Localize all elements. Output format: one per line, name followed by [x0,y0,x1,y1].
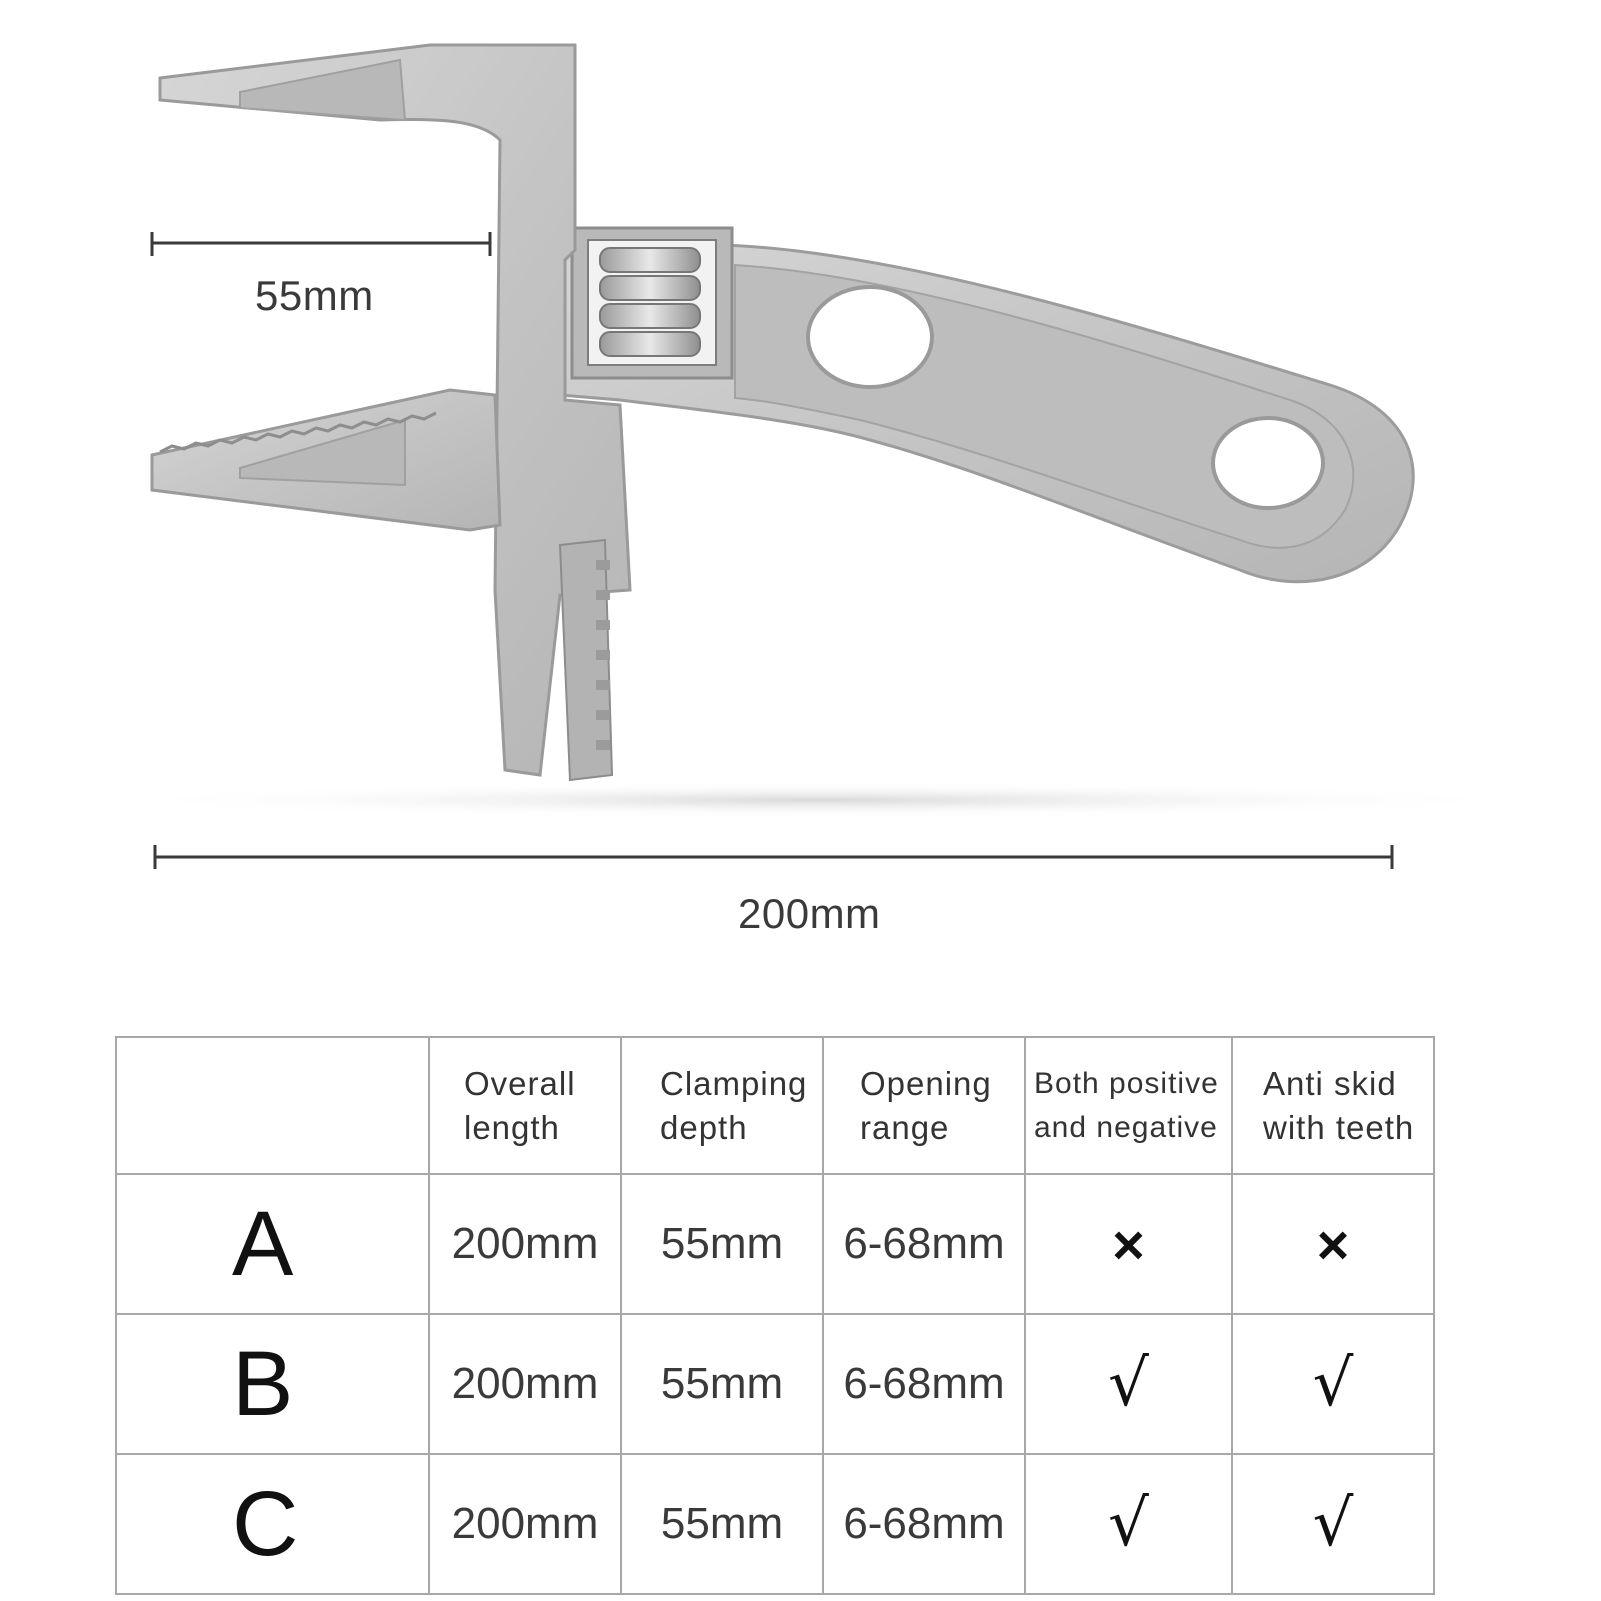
header-overall-length: Overall length [429,1037,621,1174]
row-label: B [116,1314,429,1454]
cell-overall-length: 200mm [429,1314,621,1454]
row-label: A [116,1174,429,1314]
cell-clamping-depth: 55mm [621,1454,823,1594]
header-opening-range: Opening range [823,1037,1025,1174]
header-both-positive-negative: Both positive and negative [1025,1037,1232,1174]
spec-table [115,1036,1435,1595]
table-row [116,1174,1434,1314]
check-icon: √ [1232,1314,1434,1454]
overall-length-label: 200mm [738,890,881,937]
check-icon: √ [1025,1314,1232,1454]
table-header-row [116,1037,1434,1174]
table-row [116,1314,1434,1454]
floor-shadow [100,782,1540,818]
depth-dimension-line [152,232,490,256]
header-empty-cell [116,1037,429,1174]
row-label: C [116,1454,429,1594]
check-icon: √ [1232,1454,1434,1594]
handle-hole-1 [808,287,932,387]
clamping-depth-label: 55mm [255,272,374,319]
table-row [116,1454,1434,1594]
cell-opening-range: 6-68mm [823,1314,1025,1454]
cell-overall-length: 200mm [429,1454,621,1594]
cell-clamping-depth: 55mm [621,1314,823,1454]
cell-overall-length: 200mm [429,1174,621,1314]
cell-clamping-depth: 55mm [621,1174,823,1314]
handle-hole-2 [1213,418,1323,508]
length-dimension-line [155,845,1392,869]
check-icon: √ [1025,1454,1232,1594]
header-clamping-depth: Clamping depth [621,1037,823,1174]
header-anti-skid: Anti skid with teeth [1232,1037,1434,1174]
cross-icon: × [1025,1174,1232,1314]
cell-opening-range: 6-68mm [823,1454,1025,1594]
cell-opening-range: 6-68mm [823,1174,1025,1314]
cross-icon: × [1232,1174,1434,1314]
